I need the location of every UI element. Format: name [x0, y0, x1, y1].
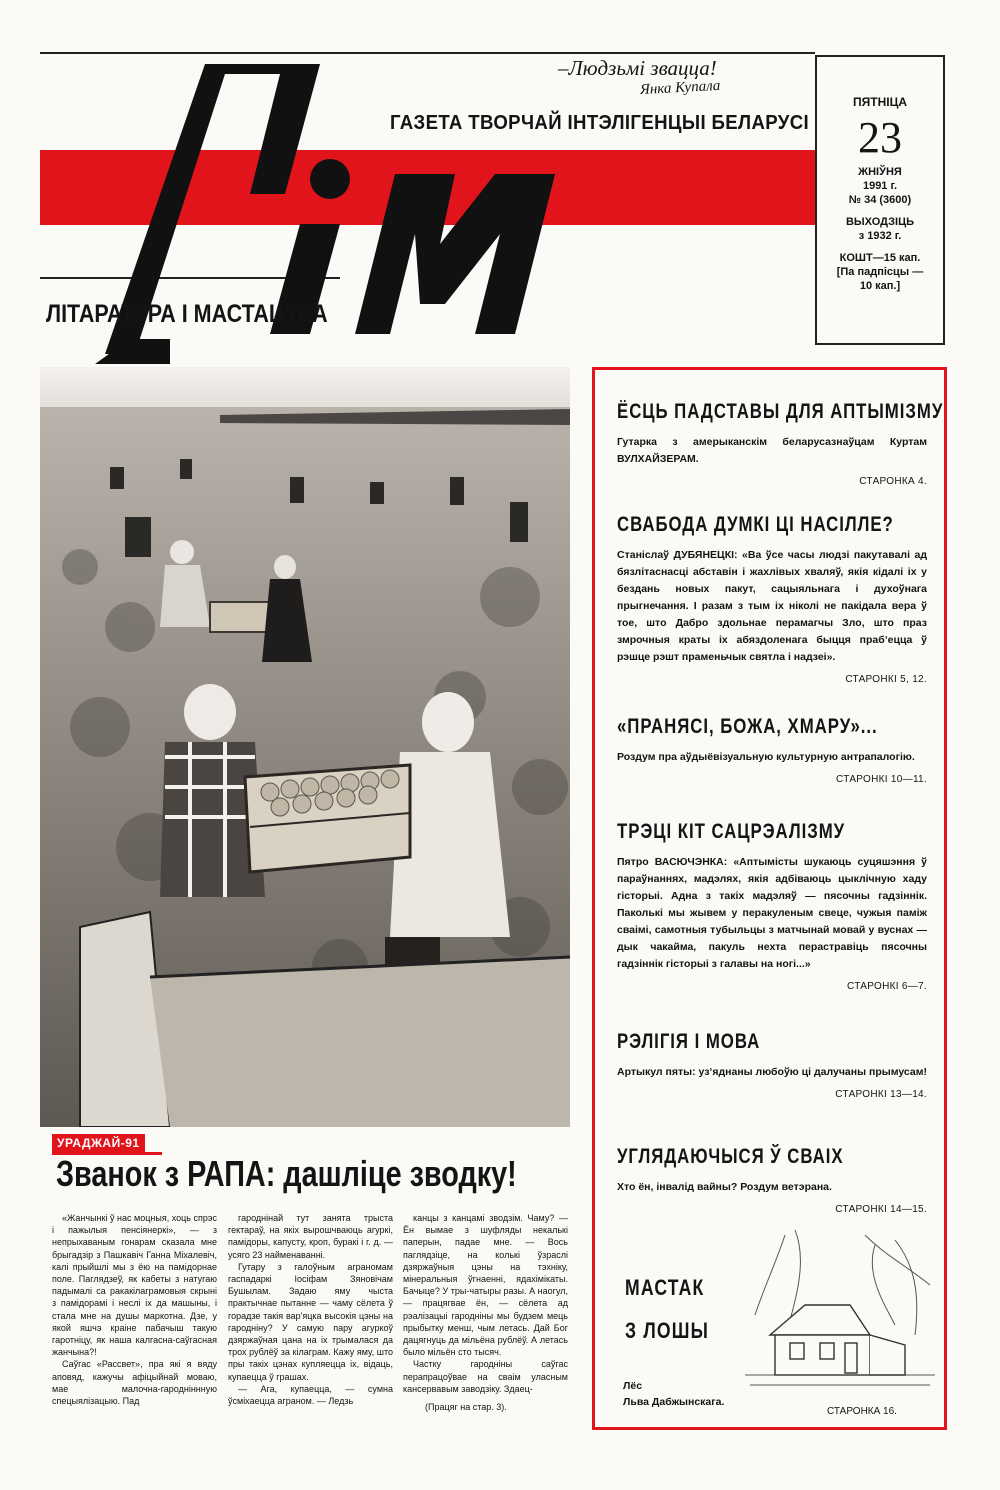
contents-item-text: Артыкул пяты: узʼяднаны любоўю ці далучаны прымусам! [617, 1066, 927, 1078]
continued-note: (Працяг на стар. 3). [425, 1402, 507, 1412]
article-column-2 [228, 1212, 393, 1407]
issue-number: № 34 (3600) [848, 194, 912, 206]
contents-item-text: Хто ён, інвалід вайны? Роздум ветэрана. [617, 1181, 832, 1193]
weekday: ПЯТНІЦА [852, 95, 907, 109]
article-column-1 [52, 1212, 217, 1407]
harvest-photo-image [40, 367, 570, 1127]
mastak-credit-2: Льва Дабжынскага. [623, 1396, 725, 1408]
contents-panel [592, 367, 947, 1430]
contents-item-page: СТАРОНКА 4. [859, 476, 927, 487]
contents-item-text: Пятро ВАСЮЧЭНКА: «Аптымісты шукаюць суцяшэння ў параўнаннях, мадэлях, якія адбіваюць цыклічную хаду гісторыі. Адна з такіх мадэляў — пясочны гадзіннік. Паколькі мы жывем у перакуленым свеце, чужыя паміж сваімі, самотныя тубыльцы з матчынай мовай у вуснах — дык чакайма, пакуль нехта перастравіць пясочны гадзіннік гісторыі з галавы на ногі...» [617, 856, 927, 970]
harvest-photo [40, 367, 570, 1127]
contents-item-page: СТАРОНКІ 13—14. [835, 1089, 927, 1100]
subtitle: ЛІТАРАТУРА І МАСТАЦТВА [46, 300, 328, 328]
article-paragraph: канцы з канцамі зводзім. Чаму? — Ён вымае з шуфляды некалькі паперын, падае мне. — Вось паглядзіце, на колькі ўзраслі дзяржаўныя цэны на тэхніку, мінеральныя ўгнаенні, ядахімікаты. Бачыце? У тры-чатыры разы. А наогул, — працягвае ён, — сёлета ад рэалізацыі гародніны мы будзем мець прыбытку менш, чым летась. Дай Бог дацягнуць да мільёна рублёў. А летась было мільён сто тысяч. [403, 1213, 568, 1358]
contents-item-title: ЁСЦЬ ПАДСТАВЫ ДЛЯ АПТЫМІЗМУ [617, 400, 944, 423]
contents-item-text: Роздум пра аўдыёвізуальную культурную антрапалогію. [617, 751, 915, 763]
mastak-title-1: МАСТАК [625, 1275, 705, 1300]
contents-item-title: СВАБОДА ДУМКІ ЦІ НАСІЛЛЕ? [617, 513, 894, 536]
article-column-3 [403, 1212, 568, 1395]
contents-item-page: СТАРОНКІ 5, 12. [845, 674, 927, 685]
contents-item-page: СТАРОНКІ 14—15. [835, 1204, 927, 1215]
article-kicker: УРАДЖАЙ-91 [52, 1134, 145, 1152]
article-paragraph: Гутару з галоўным аграномам гаспадаркі Іосіфам Зяновічам Бушылам. Задаю яму чыста практычнае пытанне — чаму сёлета ў горадзе такія вар'яцка высокія цэны на гародніну? У самую пару агуркоў дзяржаўная цана на іх трымалася да трох рублёў за кілаграм. Кажу яму, што пры такіх цэнах купляецца іх, відаць, купаецца ў грашах. [228, 1261, 393, 1382]
contents-item [617, 1030, 927, 1100]
year: 1991 г. [862, 180, 898, 192]
mastak-credit-1: Лёс [623, 1380, 643, 1392]
contents-item-text: Гутарка з амерыканскім беларусазнаўцам Куртам ВУЛХАЙЗЕРАМ. [617, 436, 927, 465]
contents-item-page: СТАРОНКІ 6—7. [847, 981, 927, 992]
since-year: з 1932 г. [858, 230, 902, 242]
house-sketch-illustration [745, 1225, 935, 1395]
contents-item [617, 400, 944, 487]
contents-item [617, 1145, 927, 1215]
contents-item [617, 715, 927, 785]
signature: Янка Купала [639, 77, 721, 99]
masthead [40, 52, 815, 342]
contents-item-title: РЭЛІГІЯ І МОВА [617, 1030, 761, 1053]
article-paragraph: гароднінай тут занята трыста гектараў, на якіх вырошчваюць агуркі, памідоры, капусту, кроп, буракі і г. д. — усяго 23 найменаванні. [228, 1213, 393, 1260]
contents-item-page: СТАРОНКІ 10—11. [836, 774, 927, 785]
subscription-price-1: [Па падпісцы — [836, 266, 924, 278]
month: ЖНІЎНЯ [858, 166, 902, 178]
mastak-title-2: З ЛОШЫ [625, 1318, 710, 1343]
mastak-page: СТАРОНКА 16. [827, 1406, 897, 1417]
subscription-price-2: 10 кап.] [859, 280, 901, 292]
contents-item-title: «ПРАНЯСІ, БОЖА, ХМАРУ»... [617, 715, 878, 738]
article-paragraph: «Жанчынкі ў нас моцныя, хоць спрэс і пажылыя пенсіянеркі», — з непрыхаваным гонарам сказала мне брыгадзір з Пашкавіч Ганна Міхалевіч, калі прыйшлі мы з ёю на памідорнае поле. Паглядзеў, як кабеты з натугаю падымалі са ракакілаграмовыя скрыні з памідорамі і неслі іх да машыны, і стала мне на душы маркотна. Дзе, у якой яшчэ краіне пабачыш такую гаротніцу, як наша калгасна-саўгасная жанчына?! [52, 1213, 217, 1358]
motto: –Людзьмі звацца! [558, 56, 717, 80]
day-number: 23 [858, 113, 902, 162]
contents-item [617, 820, 927, 992]
date-box [815, 55, 945, 345]
article-paragraph: Частку гародніны саўгас перапрацоўвае на сваім уласным кансервавым заводзіку. Здаец- [403, 1359, 568, 1394]
price: КОШТ—15 кап. [839, 252, 921, 264]
article-headline: Званок з РАПА: дашліце зводку! [56, 1153, 517, 1194]
contents-item-title: УГЛЯДАЮЧЫСЯ Ў СВАІХ [617, 1145, 844, 1168]
tagline: ГАЗЕТА ТВОРЧАЙ ІНТЭЛІГЕНЦЫІ БЕЛАРУСІ [390, 112, 810, 134]
article-paragraph: — Ага, купаецца, — сумна ўсміхаецца аграном. — Ледзь [228, 1383, 393, 1407]
contents-item-text: Станіслаў ДУБЯНЕЦКІ: «Ва ўсе часы людзі пакутавалі ад бязлітаснасці абставін і жахлівых хваляў, якія кідалі іх у бездань новых пакут, сацыяльнага і духоўнага прыгнечання. І разам з тым іх ніколі не пакідала вера ў тое, што Дабро здольнае перамагчы Зло, што праз змрочныя краты іх абяздоленага быцця прабʼецца ў рэшце рэшт праменьчык святла і надзеі». [617, 549, 927, 663]
contents-item-title: ТРЭЦІ КІТ САЦРЭАЛІЗМУ [617, 820, 846, 843]
contents-item [617, 513, 927, 685]
article-paragraph: Саўгас «Рассвет», пра які я вяду аповяд, кажучы афіцыйнай моваю, мае малочна-гародніннную спецыялізацыю. Пад [52, 1359, 217, 1407]
since-label: ВЫХОДЗІЦЬ [845, 216, 915, 228]
